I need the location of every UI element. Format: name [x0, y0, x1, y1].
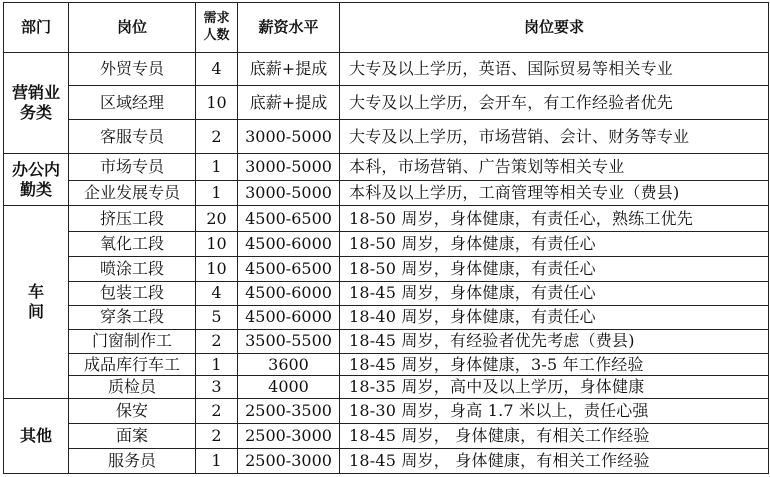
salary-cell: 4000	[238, 376, 340, 399]
header-salary: 薪资水平	[238, 3, 340, 53]
requirement-cell: 18-40 周岁，身体健康，有责任心	[340, 305, 769, 329]
requirement-cell: 18-45 周岁， 身体健康，有相关工作经验	[340, 449, 769, 474]
count-cell: 2	[196, 399, 238, 424]
table-row	[4, 206, 769, 232]
position-cell: 面案	[69, 424, 196, 449]
count-cell: 4	[196, 52, 238, 85]
salary-cell: 4500-6000	[238, 282, 340, 306]
salary-cell: 3000-5000	[238, 120, 340, 154]
requirement-cell: 本科及以上学历，工商管理等相关专业（费县)	[340, 181, 769, 206]
position-cell: 市场专员	[69, 154, 196, 181]
requirement-cell: 18-50 周岁，身体健康，有责任心	[340, 257, 769, 282]
count-cell: 1	[196, 449, 238, 474]
header-requirement: 岗位要求	[340, 3, 769, 53]
salary-cell: 4500-6000	[238, 305, 340, 329]
position-cell: 保安	[69, 399, 196, 424]
table-row	[4, 424, 769, 449]
requirement-cell: 18-35 周岁，高中及以上学历，身体健康	[340, 376, 769, 399]
requirement-cell: 大专及以上学历，英语、国际贸易等相关专业	[340, 52, 769, 85]
position-cell: 企业发展专员	[69, 181, 196, 206]
count-cell: 4	[196, 282, 238, 306]
position-cell: 包装工段	[69, 282, 196, 306]
salary-cell: 2500-3000	[238, 424, 340, 449]
table-row	[4, 449, 769, 474]
table-row	[4, 353, 769, 376]
salary-cell: 3000-5000	[238, 181, 340, 206]
count-cell: 3	[196, 376, 238, 399]
dept-workshop-line1: 车	[27, 282, 44, 302]
table-row	[4, 85, 769, 119]
table-row	[4, 120, 769, 154]
table-row	[4, 305, 769, 329]
table-row	[4, 257, 769, 282]
requirement-cell: 大专及以上学历，市场营销、会计、财务等专业	[340, 120, 769, 154]
requirement-cell: 18-45 周岁， 身体健康，有相关工作经验	[340, 424, 769, 449]
requirement-cell: 18-45 周岁，有经验者优先考虑（费县)	[340, 329, 769, 353]
dept-workshop-line2: 间	[27, 302, 44, 322]
count-cell: 1	[196, 353, 238, 376]
salary-cell: 底薪+提成	[238, 85, 340, 119]
table-row	[4, 181, 769, 206]
requirement-cell: 大专及以上学历，会开车，有工作经验者优先	[340, 85, 769, 119]
table-row	[4, 282, 769, 306]
salary-cell: 4500-6500	[238, 257, 340, 282]
position-cell: 门窗制作工	[69, 329, 196, 353]
table-row	[4, 232, 769, 257]
requirement-cell: 18-30 周岁，身高 1.7 米以上，责任心强	[340, 399, 769, 424]
table-row	[4, 376, 769, 399]
salary-cell: 3500-5500	[238, 329, 340, 353]
table-row	[4, 399, 769, 424]
salary-cell: 3600	[238, 353, 340, 376]
count-cell: 1	[196, 181, 238, 206]
header-count-line2: 人数	[203, 28, 230, 44]
header-dept: 部门	[4, 3, 69, 53]
table-row	[4, 154, 769, 181]
header-count-line1: 需求	[203, 11, 230, 27]
header-position: 岗位	[69, 3, 196, 53]
position-cell: 氧化工段	[69, 232, 196, 257]
dept-workshop	[4, 206, 69, 399]
count-cell: 2	[196, 329, 238, 353]
position-cell: 挤压工段	[69, 206, 196, 232]
requirement-cell: 18-45 周岁，身体健康，有责任心	[340, 282, 769, 306]
salary-cell: 4500-6000	[238, 232, 340, 257]
requirement-cell: 本科，市场营销、广告策划等相关专业	[340, 154, 769, 181]
position-cell: 区域经理	[69, 85, 196, 119]
position-cell: 客服专员	[69, 120, 196, 154]
count-cell: 1	[196, 154, 238, 181]
requirement-cell: 18-45 周岁，身体健康，3-5 年工作经验	[340, 353, 769, 376]
position-cell: 外贸专员	[69, 52, 196, 85]
salary-cell: 2500-3000	[238, 449, 340, 474]
dept-office	[4, 154, 69, 206]
table-row	[4, 52, 769, 85]
count-cell: 5	[196, 305, 238, 329]
salary-cell: 3000-5000	[238, 154, 340, 181]
requirement-cell: 18-50 周岁，身体健康，有责任心，熟练工优先	[340, 206, 769, 232]
position-cell: 喷涂工段	[69, 257, 196, 282]
job-openings-table	[3, 2, 769, 474]
count-cell: 10	[196, 232, 238, 257]
dept-other: 其他	[4, 399, 69, 474]
count-cell: 10	[196, 257, 238, 282]
count-cell: 2	[196, 120, 238, 154]
dept-office-line1: 办公内	[11, 159, 60, 179]
position-cell: 质检员	[69, 376, 196, 399]
dept-sales-line2: 务类	[19, 103, 52, 123]
position-cell: 服务员	[69, 449, 196, 474]
table-row	[4, 329, 769, 353]
salary-cell: 2500-3500	[238, 399, 340, 424]
count-cell: 2	[196, 424, 238, 449]
dept-sales	[4, 52, 69, 154]
count-cell: 20	[196, 206, 238, 232]
header-count	[196, 3, 238, 53]
dept-sales-line1: 营销业	[11, 83, 60, 103]
header-row	[4, 3, 769, 53]
dept-office-line2: 勤类	[19, 179, 52, 199]
salary-cell: 4500-6500	[238, 206, 340, 232]
requirement-cell: 18-50 周岁，身体健康，有责任心	[340, 232, 769, 257]
salary-cell: 底薪+提成	[238, 52, 340, 85]
position-cell: 穿条工段	[69, 305, 196, 329]
position-cell: 成品库行车工	[69, 353, 196, 376]
count-cell: 10	[196, 85, 238, 119]
